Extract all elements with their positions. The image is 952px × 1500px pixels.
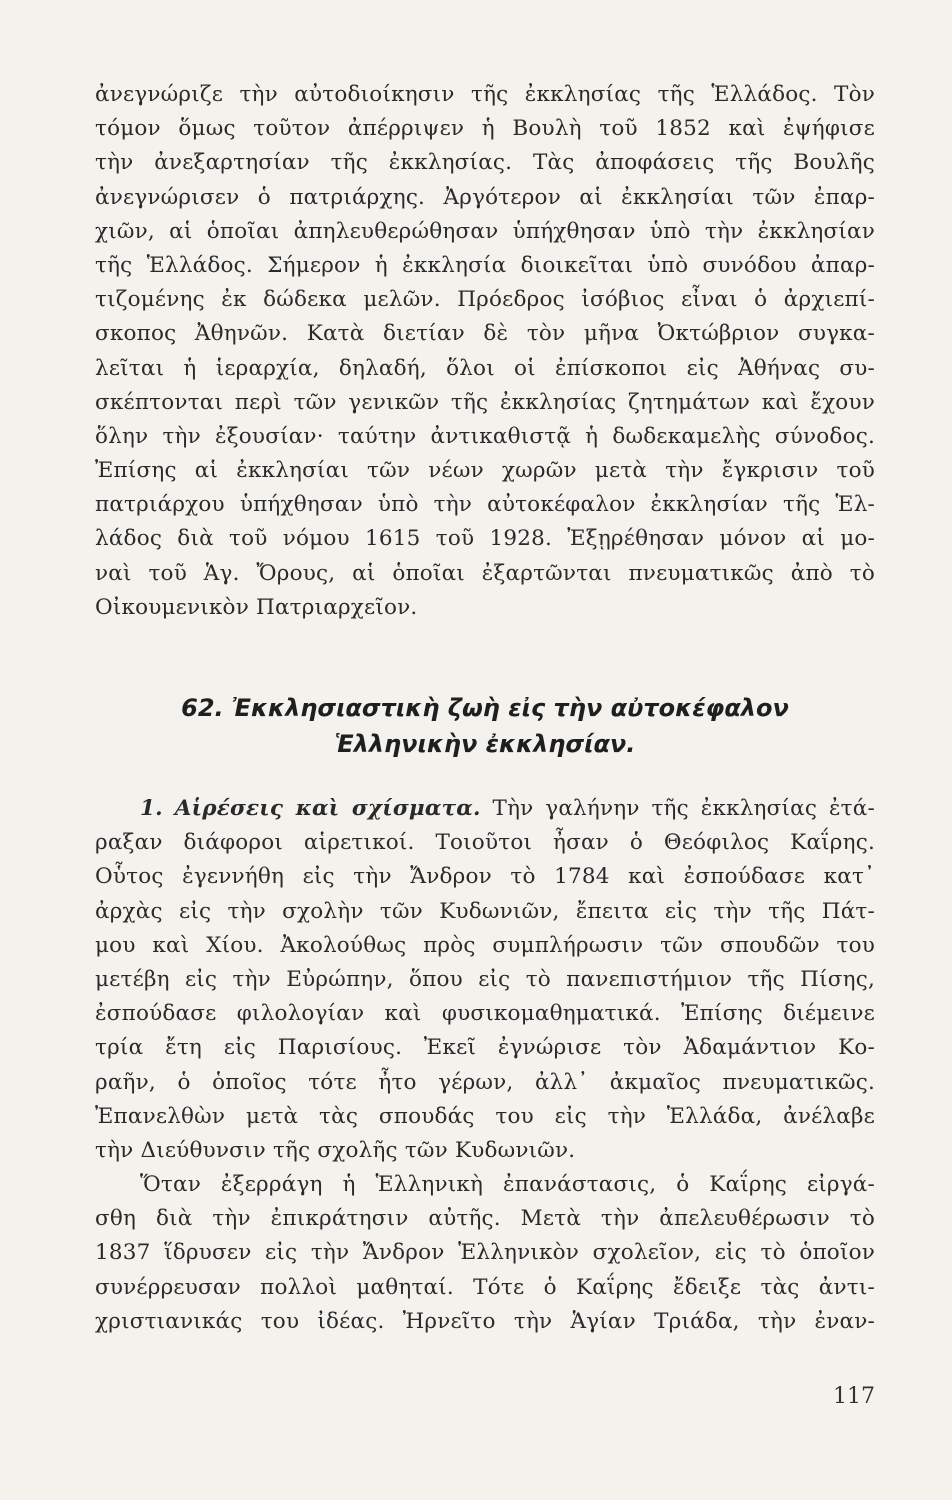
text-line: λάδος διὰ τοῦ νόμου 1615 τοῦ 1928. Ἐξῃρέθησαν μόνον αἱ μο-	[95, 526, 875, 552]
page-number: 117	[833, 1384, 875, 1409]
text-line: Ἐπανελθὼν μετὰ τὰς σπουδάς του εἰς τὴν Ἑλλάδα, ἀνέλαβε	[95, 1103, 875, 1129]
text-line: ἐσπούδασε φιλολογίαν καὶ φυσικομαθηματικά. Ἐπίσης διέμεινε	[95, 1001, 875, 1027]
text-line: ραῆν, ὁ ὁποῖος τότε ἦτο γέρων, ἀλλ᾽ ἀκμαῖος πνευματικῶς.	[95, 1069, 875, 1095]
text-line: χριστιανικάς του ἰδέας. Ἠρνεῖτο τὴν Ἁγίαν Τριάδα, τὴν ἐναν-	[95, 1308, 875, 1334]
text-line: λεῖται ἡ ἱεραρχία, δηλαδή, ὅλοι οἱ ἐπίσκοποι εἰς Ἀθήνας συ-	[95, 355, 875, 381]
text-line: τὴν Διεύθυνσιν τῆς σχολῆς τῶν Κυδωνιῶν.	[95, 1137, 576, 1163]
subsection-heresies	[95, 792, 875, 1339]
text-line: ἀρχὰς εἰς τὴν σχολὴν τῶν Κυδωνιῶν, ἔπειτα εἰς τὴν τῆς Πάτ-	[95, 898, 875, 924]
text-line: Οὗτος ἐγεννήθη εἰς τὴν Ἄνδρον τὸ 1784 καὶ ἐσπούδασε κατ᾽	[95, 864, 875, 890]
text-line: ἀνεγνώρισεν ὁ πατριάρχης. Ἀργότερον αἱ ἐκκλησίαι τῶν ἐπαρ-	[95, 184, 875, 210]
text-line: ἀνεγνώριζε τὴν αὐτοδιοίκησιν τῆς ἐκκλησίας τῆς Ἑλλάδος. Τὸν	[95, 82, 875, 107]
paragraph-church-autonomy	[95, 78, 875, 625]
text-line: Ὅταν ἐξερράγη ἡ Ἑλληνικὴ ἐπανάστασις, ὁ Καΐρης εἰργά-	[140, 1172, 875, 1198]
text-line: Οἰκουμενικὸν Πατριαρχεῖον.	[95, 594, 418, 620]
text-line: ὅλην τὴν ἐξουσίαν· ταύτην ἀντικαθιστᾷ ἡ δωδεκαμελὴς σύνοδος.	[95, 423, 875, 449]
text-line: πατριάρχου ὑπήχθησαν ὑπὸ τὴν αὐτοκέφαλον ἐκκλησίαν τῆς Ἑλ-	[95, 492, 875, 518]
text-line: τὴν ἀνεξαρτησίαν τῆς ἐκκλησίας. Τὰς ἀποφάσεις τῆς Βουλῆς	[95, 150, 875, 176]
subsection-first-line-text: Τὴν γαλήνην τῆς ἐκκλησίας ἐτά-	[492, 796, 875, 821]
text-line: ναὶ τοῦ Ἁγ. Ὄρους, αἱ ὁποῖαι ἐξαρτῶνται πνευματικῶς ἀπὸ τὸ	[95, 560, 875, 586]
text-line: τρία ἔτη εἰς Παρισίους. Ἐκεῖ ἐγνώρισε τὸν Ἀδαμάντιον Κο-	[95, 1035, 875, 1061]
text-line: συνέρρευσαν πολλοὶ μαθηταί. Τότε ὁ Καΐρης ἔδειξε τὰς ἀντι-	[95, 1274, 875, 1300]
section-heading-line-1: 62. Ἐκκλησιαστικὴ ζωὴ εἰς τὴν αὐτοκέφαλον	[181, 694, 789, 722]
text-line: τόμον ὅμως τοῦτον ἀπέρριψεν ἡ Βουλὴ τοῦ 1852 καὶ ἐψήφισε	[95, 116, 875, 142]
text-line: μετέβη εἰς τὴν Εὐρώπην, ὅπου εἰς τὸ πανεπιστήμιον τῆς Πίσης,	[95, 966, 875, 992]
text-line: Ἐπίσης αἱ ἐκκλησίαι τῶν νέων χωρῶν μετὰ τὴν ἔγκρισιν τοῦ	[95, 458, 875, 484]
text-line: σκοπος Ἀθηνῶν. Κατὰ διετίαν δὲ τὸν μῆνα Ὀκτώβριον συγκα-	[95, 321, 875, 347]
text-line: μου καὶ Χίου. Ἀκολούθως πρὸς συμπλήρωσιν τῶν σπουδῶν του	[95, 932, 875, 958]
text-line: σκέπτονται περὶ τῶν γενικῶν τῆς ἐκκλησίας ζητημάτων καὶ ἔχουν	[95, 389, 875, 415]
subsection-title: Αἱρέσεις καὶ σχίσματα.	[174, 796, 481, 821]
text-line: 1837 ἵδρυσεν εἰς τὴν Ἄνδρον Ἑλληνικὸν σχολεῖον, εἰς τὸ ὁποῖον	[95, 1240, 875, 1266]
text-line: ραξαν διάφοροι αἱρετικοί. Τοιοῦτοι ἦσαν ὁ Θεόφιλος Καΐρης.	[95, 830, 875, 856]
section-heading-line-2: Ἑλληνικὴν ἐκκλησίαν.	[334, 730, 636, 758]
subsection-first-line	[95, 792, 875, 826]
text-line: σθη διὰ τὴν ἐπικράτησιν αὐτῆς. Μετὰ τὴν ἀπελευθέρωσιν τὸ	[95, 1206, 875, 1232]
text-line: τῆς Ἑλλάδος. Σήμερον ἡ ἐκκλησία διοικεῖται ὑπὸ συνόδου ἀπαρ-	[95, 252, 875, 278]
section-heading	[95, 690, 875, 762]
text-line: τιζομένης ἐκ δώδεκα μελῶν. Πρόεδρος ἰσόβιος εἶναι ὁ ἀρχιεπί-	[95, 287, 875, 313]
text-line: χιῶν, αἱ ὁποῖαι ἀπηλευθερώθησαν ὑπήχθησαν ὑπὸ τὴν ἐκκλησίαν	[95, 218, 875, 244]
subsection-number: 1.	[140, 796, 163, 821]
